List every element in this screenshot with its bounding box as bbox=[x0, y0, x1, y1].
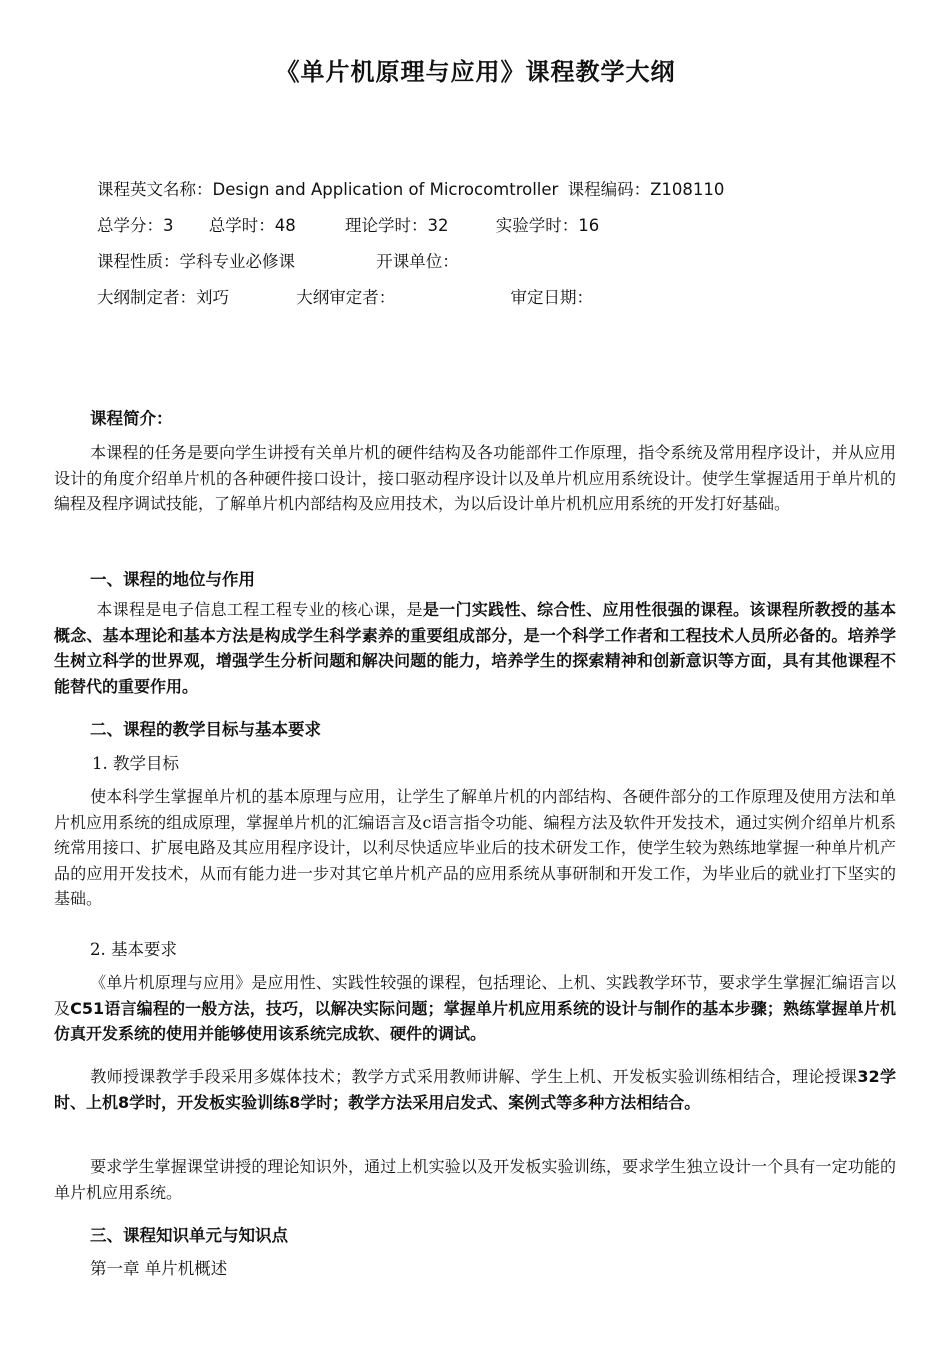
intro-heading: 课程简介： bbox=[90, 409, 173, 428]
theory-hours: 理论学时：32 bbox=[345, 216, 449, 235]
subsection-teaching-goals: 1. 教学目标 bbox=[92, 754, 179, 773]
chapter-1-title: 第一章 单片机概述 bbox=[90, 1259, 228, 1278]
requirements-2-bold: 32学时、上机8学时，开发板实验训练8学时；教学方法采用启发式、案例式等多种方法相结合。 bbox=[54, 1067, 896, 1112]
total-credits: 总学分：3 bbox=[97, 216, 174, 235]
section2-heading: 二、课程的教学目标与基本要求 bbox=[90, 720, 321, 739]
review-date: 审定日期： bbox=[510, 288, 593, 307]
course-nature: 课程性质：学科专业必修课 bbox=[97, 252, 295, 271]
requirements-3-text: 要求学生掌握课堂讲授的理论知识外，通过上机实验以及开发板实验训练，要求学生独立设计一个具有一定功能的单片机应用系统。 bbox=[54, 1157, 896, 1202]
meta-line-authors bbox=[97, 284, 593, 308]
section1-paragraph bbox=[54, 597, 896, 699]
intro-paragraph bbox=[54, 440, 896, 517]
english-name-label: 课程英文名称： bbox=[97, 180, 213, 199]
total-hours: 总学时：48 bbox=[208, 216, 296, 235]
department-label: 开课单位： bbox=[376, 252, 459, 271]
requirements-1-bold: C51语言编程的一般方法，技巧，以解决实际问题；掌握单片机应用系统的设计与制作的基本步骤；熟练掌握单片机仿真开发系统的使用并能够使用该系统完成软、硬件的调试。 bbox=[54, 998, 896, 1043]
syllabus-author: 大纲制定者：刘巧 bbox=[97, 288, 229, 307]
section1-text-normal: 本课程是电子信息工程工程专业的核心课，是 bbox=[96, 600, 423, 619]
meta-line-nature bbox=[97, 248, 459, 272]
section3-heading: 三、课程知识单元与知识点 bbox=[90, 1226, 288, 1245]
section1-heading: 一、课程的地位与作用 bbox=[90, 570, 255, 589]
requirements-2-normal: 教师授课教学手段采用多媒体技术；教学方式采用教师讲解、学生上机、开发板实验训练相结合，理论授课 bbox=[90, 1067, 858, 1086]
meta-line-english-name bbox=[97, 176, 724, 200]
requirements-paragraph-1 bbox=[54, 970, 896, 1047]
requirements-paragraph-3 bbox=[54, 1154, 896, 1205]
requirements-paragraph-2 bbox=[54, 1064, 896, 1115]
subsection-basic-requirements: 2. 基本要求 bbox=[90, 940, 177, 959]
intro-text: 本课程的任务是要向学生讲授有关单片机的硬件结构及各功能部件工作原理，指令系统及常用程序设计，并从应用设计的角度介绍单片机的各种硬件接口设计，接口驱动程序设计以及单片机应用系统设计。使学生掌握适用于单片机的编程及程序调试技能，了解单片机内部结构及应用技术，为以后设计单片机机应用系统的开发打好基础。 bbox=[54, 443, 896, 513]
requirements-1-normal: 《单片机原理与应用》是应用性、实践性较强的课程，包括理论、上机、实践教学环节，要求学生掌握汇编语言以及 bbox=[54, 973, 896, 1018]
syllabus-reviewer: 大纲审定者： bbox=[296, 288, 396, 307]
course-code-label: 课程编码： bbox=[567, 180, 651, 199]
teaching-goals-paragraph bbox=[54, 784, 896, 912]
english-name-value: Design and Application of Microcomtroller bbox=[212, 180, 559, 199]
lab-hours: 实验学时：16 bbox=[495, 216, 600, 235]
page-title: 《单片机原理与应用》课程教学大纲 bbox=[275, 58, 676, 86]
course-code-value: Z108110 bbox=[650, 180, 725, 199]
section1-text-bold: 是一门实践性、综合性、应用性很强的课程。该课程所教授的基本概念、基本理论和基本方法是构成学生科学素养的重要组成部分，是一个科学工作者和工程技术人员所必备的。培养学生树立科学的世界观，增强学生分析问题和解决问题的能力，培养学生的探索精神和创新意识等方面，具有其他课程不能替代的重要作用。 bbox=[54, 600, 896, 696]
teaching-goals-text: 使本科学生掌握单片机的基本原理与应用，让学生了解单片机的内部结构、各硬件部分的工作原理及使用方法和单片机应用系统的组成原理，掌握单片机的汇编语言及c语言指令功能、编程方法及软件开发技术，通过实例介绍单片机系统常用接口、扩展电路及其应用程序设计，以利尽快适应毕业后的技术研发工作，使学生较为熟练地掌握一种单片机产品的应用开发技术，从而有能力进一步对其它单片机产品的应用系统从事研制和开发工作，为毕业后的就业打下坚实的基础。 bbox=[54, 787, 896, 908]
meta-line-hours bbox=[97, 212, 599, 236]
